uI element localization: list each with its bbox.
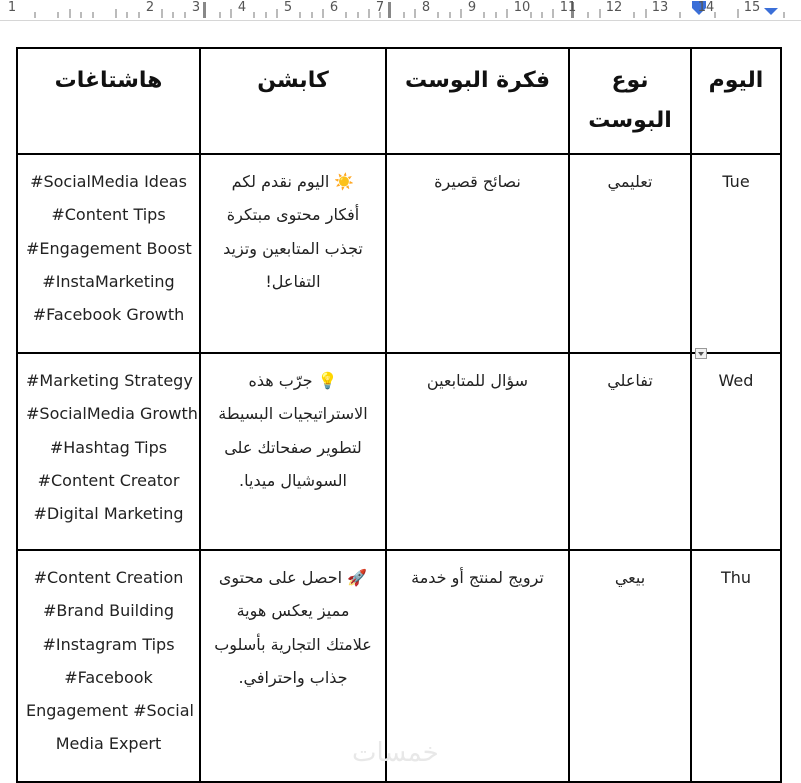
caption-line: أفكار محتوى مبتكرة	[226, 205, 360, 225]
ruler-number: 15	[743, 0, 761, 15]
hashtags-cell[interactable]	[17, 154, 200, 353]
hashtag-line: Engagement #Social	[26, 701, 194, 721]
post-type-cell[interactable]: تعليمي	[569, 154, 691, 353]
header-post-type[interactable]	[569, 48, 691, 154]
ruler-number: 7	[375, 0, 385, 15]
caption-line: جذاب واحترافي.	[238, 667, 348, 687]
header-day[interactable]: اليوم	[691, 48, 781, 154]
content-plan-table	[16, 47, 782, 783]
watermark: خمسات	[352, 738, 439, 768]
hashtag-line: #InstaMarketing	[42, 271, 175, 291]
hashtag-line: #Brand Building	[42, 601, 175, 621]
ruler-number: 8	[421, 0, 431, 15]
hashtag-line: #Facebook Growth	[32, 305, 185, 325]
ruler-number: 14	[697, 0, 715, 15]
caption-line: الاستراتيجيات البسيطة	[218, 404, 368, 424]
hashtag-line: #Digital Marketing	[33, 504, 184, 524]
table-row	[17, 353, 781, 550]
caption-line: علامتك التجارية بأسلوب	[214, 634, 372, 654]
ruler-number: 6	[329, 0, 339, 15]
right-indent-marker[interactable]	[764, 8, 778, 15]
caption-line: التفاعل!	[265, 271, 321, 291]
header-hashtags[interactable]: هاشتاغات	[17, 48, 200, 154]
ruler-number: 5	[283, 0, 293, 15]
hashtag-line: #SocialMedia Ideas	[30, 172, 187, 191]
hashtag-line: #Content Creation	[33, 568, 184, 587]
ruler-number: 1	[7, 0, 17, 15]
ruler-number: 10	[513, 0, 531, 15]
caption-line: ☀️ اليوم نقدم لكم	[231, 172, 355, 191]
caption-line: لتطوير صفحاتك على	[224, 437, 362, 457]
hashtag-line: #Engagement Boost	[26, 238, 192, 258]
post-idea-cell[interactable]: سؤال للمتابعين	[386, 353, 569, 550]
hashtag-line: #Hashtag Tips	[49, 437, 168, 457]
ruler-number: 4	[237, 0, 247, 15]
hashtag-line: #Instagram Tips	[42, 634, 175, 654]
column-marker[interactable]	[203, 2, 206, 18]
hashtag-line: Media Expert	[55, 734, 162, 754]
horizontal-ruler[interactable]	[0, 0, 801, 21]
hashtag-line: #Marketing Strategy	[26, 371, 193, 390]
hashtag-line: #Content Creator	[37, 470, 180, 490]
caption-cell[interactable]	[200, 353, 386, 550]
ruler-number: 3	[191, 0, 201, 15]
ruler-number: 12	[605, 0, 623, 15]
post-type-cell[interactable]: بيعي	[569, 550, 691, 782]
hashtag-line: #SocialMedia Growth	[26, 404, 198, 424]
post-type-cell[interactable]: تفاعلي	[569, 353, 691, 550]
ruler-number: 9	[467, 0, 477, 15]
day-cell[interactable]: Wed	[691, 353, 781, 550]
ruler-number: 2	[145, 0, 155, 15]
ruler-ticks	[0, 0, 801, 20]
column-marker[interactable]	[388, 2, 391, 18]
ruler-number: 11	[559, 0, 577, 15]
hashtags-cell[interactable]	[17, 353, 200, 550]
caption-line: 💡 جرّب هذه	[248, 371, 338, 390]
caption-line: السوشيال ميديا.	[239, 470, 347, 490]
header-post-type-line2: البوست	[588, 108, 672, 133]
header-post-idea[interactable]: فكرة البوست	[386, 48, 569, 154]
day-cell[interactable]: Tue	[691, 154, 781, 353]
header-post-type-line1: نوع	[611, 68, 649, 93]
dropdown-handle-icon[interactable]	[695, 348, 707, 359]
post-idea-cell[interactable]: ترويج لمنتج أو خدمة	[386, 550, 569, 782]
caption-cell[interactable]	[200, 154, 386, 353]
hashtags-cell[interactable]	[17, 550, 200, 782]
caption-line: مميز يعكس هوية	[236, 601, 350, 621]
table-row	[17, 154, 781, 353]
hashtag-line: #Facebook	[64, 667, 153, 687]
post-idea-cell[interactable]: نصائح قصيرة	[386, 154, 569, 353]
header-caption[interactable]: كابشن	[200, 48, 386, 154]
hashtag-line: #Content Tips	[51, 205, 166, 225]
header-row	[17, 48, 781, 154]
ruler-number: 13	[651, 0, 669, 15]
caption-line: تجذب المتابعين وتزيد	[223, 238, 363, 258]
caption-line: 🚀 احصل على محتوى	[218, 568, 368, 587]
day-cell[interactable]: Thu	[691, 550, 781, 782]
